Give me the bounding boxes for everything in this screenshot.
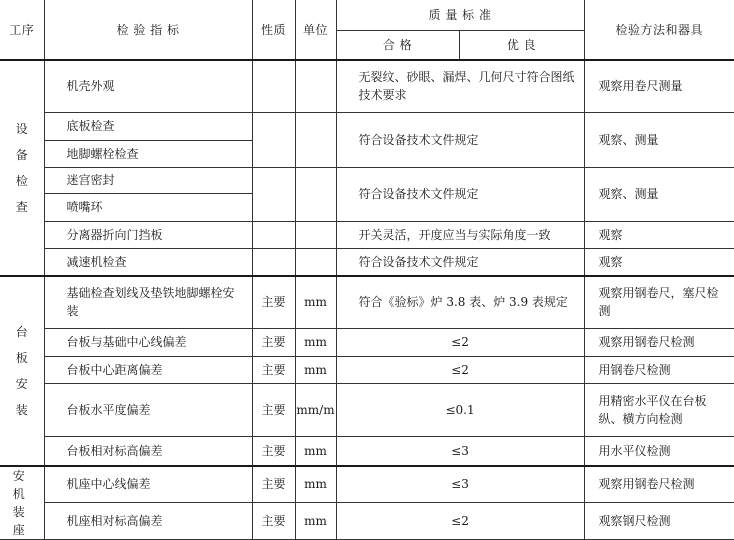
- nature-cell: 主要: [252, 356, 295, 383]
- item-cell: 迷宫密封: [44, 167, 252, 193]
- method-cell: 观察用钢卷尺检测: [584, 328, 734, 356]
- section-equipment-check: 设 备 检 查: [0, 60, 44, 276]
- nature-cell: 主要: [252, 328, 295, 356]
- table-row: [0, 60, 734, 112]
- nature-cell: 主要: [252, 436, 295, 466]
- unit-cell: [295, 60, 336, 112]
- standard-cell: 无裂纹、砂眼、漏焊、几何尺寸符合图纸技术要求: [336, 60, 584, 112]
- unit-cell: mm: [295, 466, 336, 502]
- unit-cell: [295, 112, 336, 167]
- unit-cell: [295, 167, 336, 221]
- table-row: [0, 466, 734, 502]
- method-cell: 观察用钢卷尺检测: [584, 466, 734, 502]
- unit-cell: mm: [295, 502, 336, 540]
- item-cell: 基础检查划线及垫铁地脚螺栓安装: [44, 276, 252, 328]
- header-qualified: 合 格: [336, 30, 459, 60]
- nature-cell: 主要: [252, 466, 295, 502]
- standard-cell: ≤3: [336, 466, 584, 502]
- header-method: 检验方法和器具: [584, 0, 734, 60]
- method-cell: 观察: [584, 221, 734, 248]
- table-row: [0, 502, 734, 540]
- nature-cell: [252, 167, 295, 221]
- standard-cell: 符合设备技术文件规定: [336, 248, 584, 276]
- standard-cell: 符合《验标》炉 3.8 表、炉 3.9 表规定: [336, 276, 584, 328]
- header-excellent: 优 良: [459, 30, 584, 60]
- item-cell: 机座中心线偏差: [44, 466, 252, 502]
- method-cell: 观察用钢卷尺，塞尺检测: [584, 276, 734, 328]
- header-quality-standard: 质 量 标 准: [336, 0, 584, 30]
- table-row: [0, 112, 734, 140]
- item-cell: 台板中心距离偏差: [44, 356, 252, 383]
- standard-cell: 符合设备技术文件规定: [336, 112, 584, 167]
- method-cell: 用水平仪检测: [584, 436, 734, 466]
- section-plate-installation: 台 板 安 装: [0, 276, 44, 466]
- table-row: [0, 248, 734, 276]
- item-cell: 地脚螺栓检查: [44, 140, 252, 167]
- standard-cell: ≤0.1: [336, 383, 584, 436]
- header-nature: 性质: [252, 0, 295, 60]
- item-cell: 机壳外观: [44, 60, 252, 112]
- standard-cell: 符合设备技术文件规定: [336, 167, 584, 221]
- unit-cell: mm: [295, 436, 336, 466]
- unit-cell: mm: [295, 328, 336, 356]
- item-cell: 分离器折向门挡板: [44, 221, 252, 248]
- method-cell: 用精密水平仪在台板纵、横方向检测: [584, 383, 734, 436]
- table-row: [0, 276, 734, 328]
- unit-cell: mm/m: [295, 383, 336, 436]
- method-cell: 观察、测量: [584, 112, 734, 167]
- method-cell: 观察、测量: [584, 167, 734, 221]
- header-inspection-item: 检 验 指 标: [44, 0, 252, 60]
- table-row: [0, 383, 734, 436]
- nature-cell: [252, 221, 295, 248]
- item-cell: 机座相对标高偏差: [44, 502, 252, 540]
- table-row: [0, 328, 734, 356]
- header-unit: 单位: [295, 0, 336, 60]
- nature-cell: [252, 112, 295, 167]
- nature-cell: 主要: [252, 276, 295, 328]
- nature-cell: 主要: [252, 502, 295, 540]
- table-row: [0, 436, 734, 466]
- item-cell: 减速机检查: [44, 248, 252, 276]
- table-row: [0, 356, 734, 383]
- standard-cell: ≤2: [336, 356, 584, 383]
- item-cell: 台板水平度偏差: [44, 383, 252, 436]
- table-row: [0, 221, 734, 248]
- standard-cell: ≤2: [336, 328, 584, 356]
- method-cell: 观察: [584, 248, 734, 276]
- method-cell: 观察用卷尺测量: [584, 60, 734, 112]
- nature-cell: [252, 248, 295, 276]
- header-procedure: 工序: [0, 0, 44, 60]
- section-base-installation: 安 机 装 座: [0, 466, 44, 540]
- unit-cell: mm: [295, 356, 336, 383]
- unit-cell: [295, 221, 336, 248]
- method-cell: 观察钢尺检测: [584, 502, 734, 540]
- unit-cell: mm: [295, 276, 336, 328]
- standard-cell: ≤2: [336, 502, 584, 540]
- nature-cell: 主要: [252, 383, 295, 436]
- method-cell: 用钢卷尺检测: [584, 356, 734, 383]
- item-cell: 台板与基础中心线偏差: [44, 328, 252, 356]
- nature-cell: [252, 60, 295, 112]
- item-cell: 底板检查: [44, 112, 252, 140]
- item-cell: 台板相对标高偏差: [44, 436, 252, 466]
- standard-cell: 开关灵活，开度应当与实际角度一致: [336, 221, 584, 248]
- unit-cell: [295, 248, 336, 276]
- item-cell: 喷嘴环: [44, 193, 252, 221]
- standard-cell: ≤3: [336, 436, 584, 466]
- table-row: [0, 167, 734, 193]
